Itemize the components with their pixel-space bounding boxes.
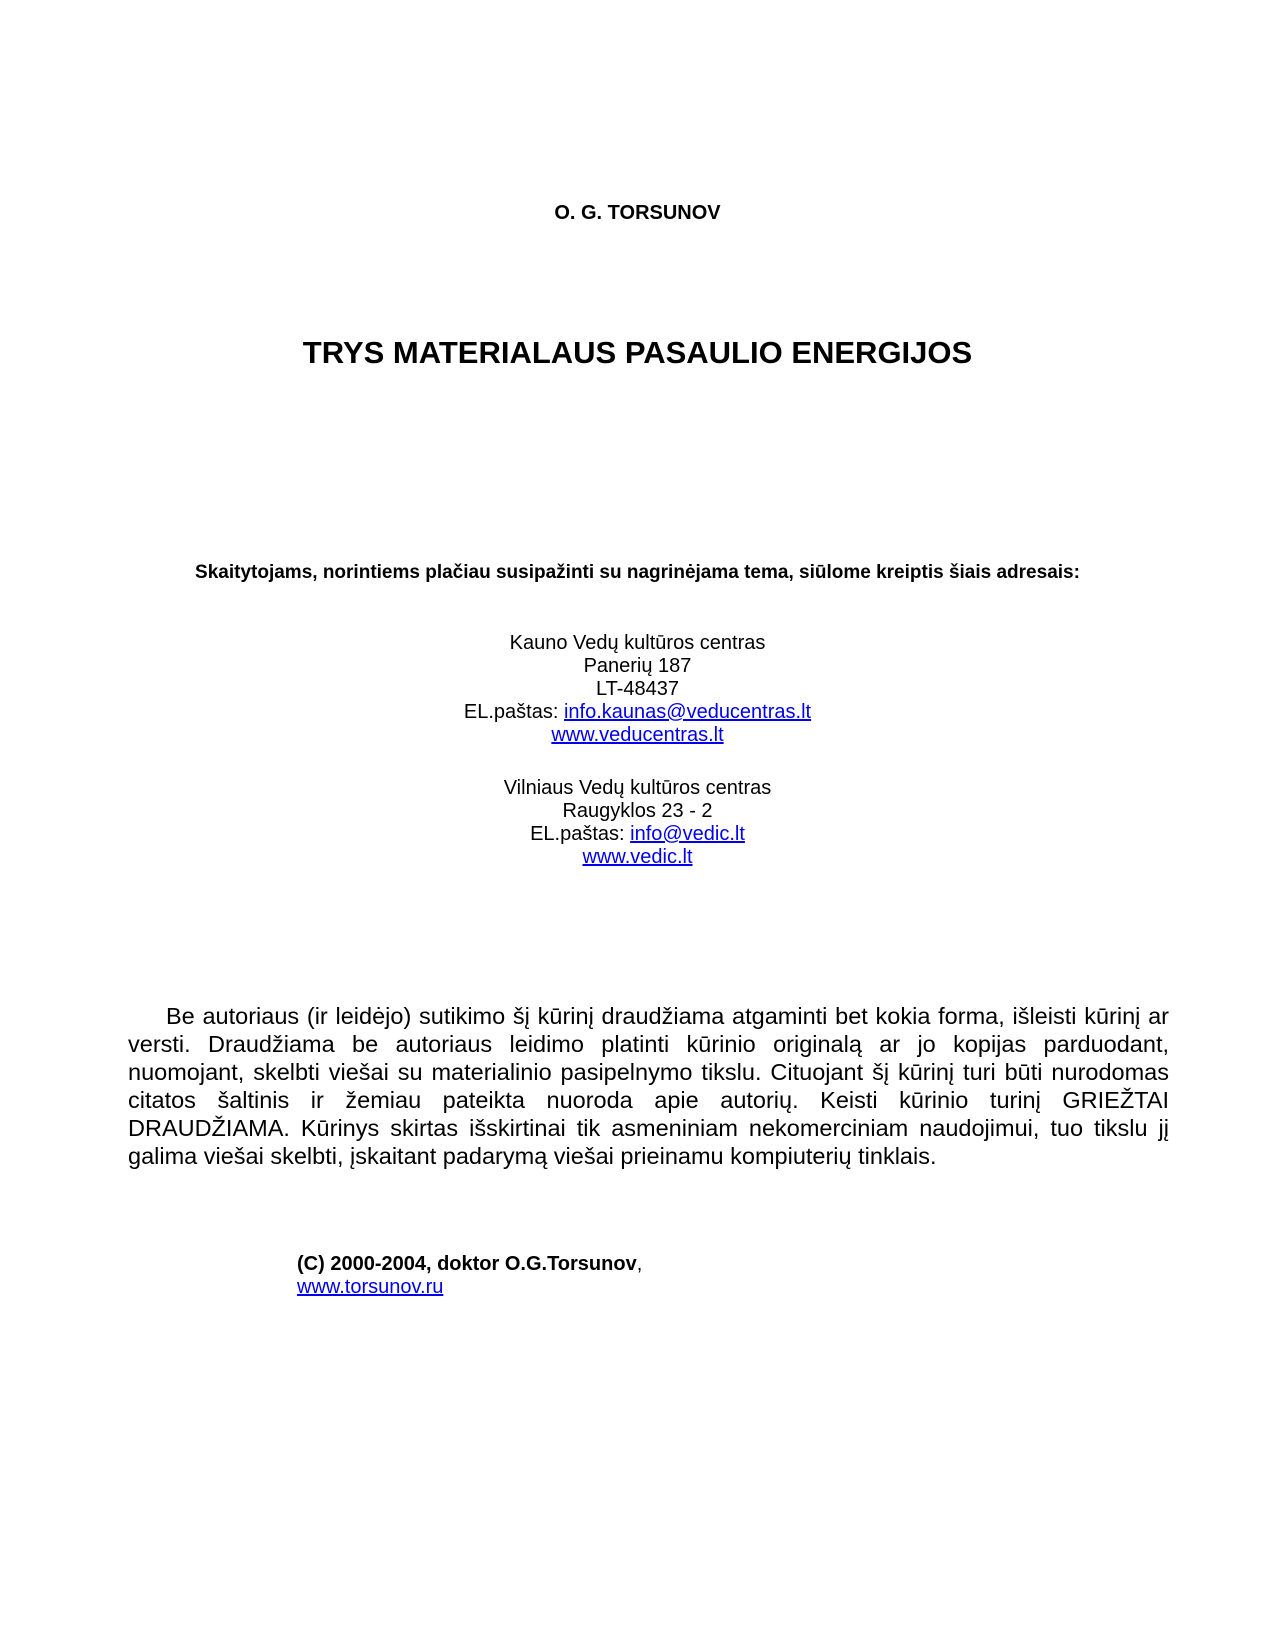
- website-link[interactable]: www.vedic.lt: [582, 846, 693, 868]
- copyright-comma: ,: [636, 1253, 643, 1275]
- copyright-line: [297, 1253, 642, 1276]
- copyright-block: [297, 1253, 642, 1299]
- address-street: Raugyklos 23 - 2: [562, 800, 713, 822]
- address-name: Kauno Vedų kultūros centras: [509, 632, 766, 654]
- email-label: EL.paštas:: [463, 701, 564, 723]
- author-name: O. G. TORSUNOV: [554, 202, 721, 224]
- address-name: Vilniaus Vedų kultūros centras: [503, 777, 772, 799]
- address-vilnius: [0, 777, 1275, 869]
- address-web-line: [0, 724, 1275, 747]
- document-title: TRYS MATERIALAUS PASAULIO ENERGIJOS: [302, 335, 973, 370]
- copyright-web-line: [297, 1276, 642, 1299]
- contact-intro: Skaitytojams, norintiems plačiau susipažinti su nagrinėjama tema, siūlome kreiptis šiais adresais:: [195, 562, 1080, 583]
- address-email-line: [0, 701, 1275, 724]
- address-postal: LT-48437: [595, 678, 680, 700]
- address-street: Panerių 187: [583, 655, 692, 677]
- copyright-text: (C) 2000-2004, doktor O.G.Torsunov: [297, 1253, 637, 1275]
- address-web-line: [0, 846, 1275, 869]
- email-link[interactable]: info@vedic.lt: [630, 823, 745, 845]
- email-link[interactable]: info.kaunas@veducentras.lt: [563, 701, 812, 723]
- website-link[interactable]: www.veducentras.lt: [551, 724, 724, 746]
- address-email-line: [0, 823, 1275, 846]
- author-website-link[interactable]: www.torsunov.ru: [297, 1276, 444, 1298]
- copyright-notice-paragraph: Be autoriaus (ir leidėjo) sutikimo šį kūrinį draudžiama atgaminti bet kokia forma, išleisti kūrinį ar versti. Draudžiama be autoriaus leidimo platinti kūrinio originalą ar jo kopijas parduodant, nuomojant, skelbti viešai su materialinio pasipelnymo tikslu. Cituojant šį kūrinį turi būti nurodomas citatos šaltinis ir žemiau pateikta nuoroda apie autorių. Keisti kūrinio turinį GRIEŽTAI DRAUDŽIAMA. Kūrinys skirtas išskirtinai tik asmeniniam nekomerciniam naudojimui, tuo tikslu jį galima viešai skelbti, įskaitant padarymą viešai prieinamu kompiuterių tinklais.: [128, 1003, 1169, 1169]
- email-label: EL.paštas:: [530, 823, 631, 845]
- address-kaunas: [0, 632, 1275, 747]
